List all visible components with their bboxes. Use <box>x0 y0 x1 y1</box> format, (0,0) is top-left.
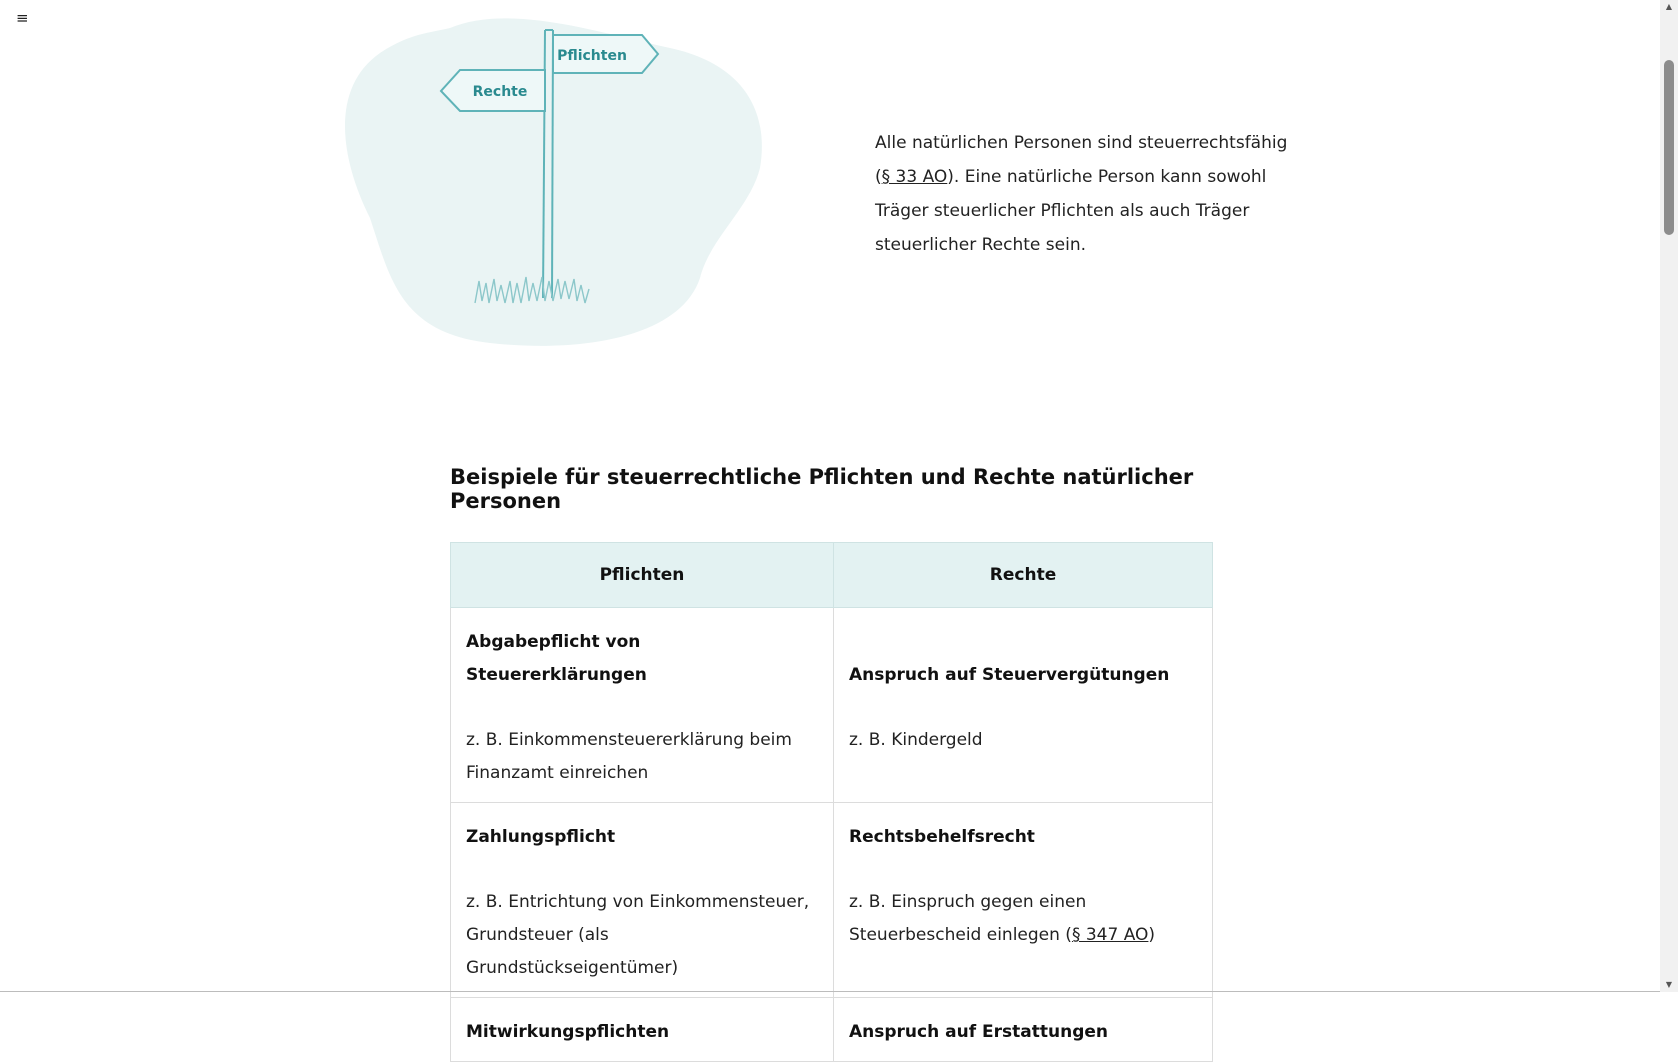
intro-paragraph <box>875 126 1295 262</box>
cell-text: z. B. Einkommensteuererklärung beim Finanzamt einreichen <box>466 730 792 783</box>
duties-rights-table <box>450 542 1213 1062</box>
cell-title: Abgabepflicht von Steuererklärungen <box>466 632 647 685</box>
cell-pflicht <box>451 803 834 998</box>
header-rechte: Rechte <box>834 543 1213 608</box>
cell-title: Zahlungspflicht <box>466 827 616 847</box>
cell-text: z. B. Entrichtung von Einkommensteuer, Grundsteuer (als Grundstückseigentümer) <box>466 892 810 978</box>
cell-recht <box>834 803 1213 998</box>
menu-button[interactable] <box>16 10 32 26</box>
cell-pflicht <box>451 998 834 1062</box>
cell-recht <box>834 998 1213 1062</box>
table-row <box>451 998 1213 1062</box>
viewport-bottom-divider <box>0 991 1660 992</box>
signpost-illustration <box>340 8 790 348</box>
link-347-ao[interactable]: § 347 AO <box>1071 925 1149 945</box>
table-row <box>451 608 1213 803</box>
vertical-scrollbar[interactable] <box>1660 0 1678 992</box>
sign-pflichten-label: Pflichten <box>557 48 627 64</box>
cell-title: Mitwirkungspflichten <box>466 1022 670 1042</box>
sign-rechte-label: Rechte <box>472 84 528 100</box>
cell-title: Rechtsbehelfsrecht <box>849 827 1035 847</box>
scroll-down-arrow-icon[interactable]: ▼ <box>1665 980 1673 989</box>
hamburger-icon: ≡ <box>16 9 29 27</box>
intro-text-before: Alle natürlichen Personen sind steuerrechtsfähig ( <box>875 133 1288 187</box>
cell-text <box>849 886 1197 952</box>
cell-title: Anspruch auf Erstattungen <box>849 1022 1108 1042</box>
intro-text-after: ). Eine natürliche Person kann sowohl Träger steuerlicher Pflichten als auch Träger steuerlicher Rechte sein. <box>875 167 1267 255</box>
scrollbar-thumb[interactable] <box>1664 60 1674 235</box>
scroll-up-arrow-icon[interactable]: ▲ <box>1665 2 1673 11</box>
table-row <box>451 803 1213 998</box>
cell-text-before: z. B. Einspruch gegen einen Steuerbescheid einlegen ( <box>849 892 1087 945</box>
cell-text: z. B. Kindergeld <box>849 730 983 750</box>
cell-recht <box>834 608 1213 803</box>
cell-pflicht <box>451 608 834 803</box>
header-pflichten: Pflichten <box>451 543 834 608</box>
table-header-row <box>451 543 1213 608</box>
link-33-ao[interactable]: § 33 AO <box>881 167 948 187</box>
cell-title: Anspruch auf Steuervergütungen <box>849 665 1170 685</box>
cell-text-after: ) <box>1148 925 1156 945</box>
section-title: Beispiele für steuerrechtliche Pflichten und Rechte natürlicher Personen <box>450 465 1194 513</box>
